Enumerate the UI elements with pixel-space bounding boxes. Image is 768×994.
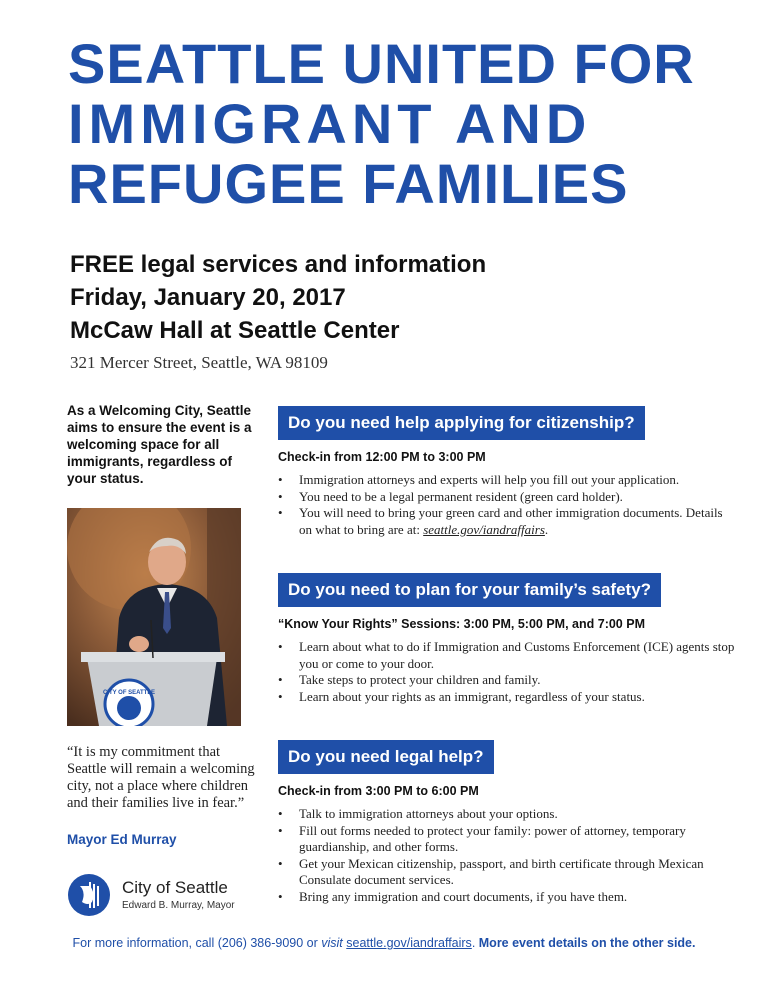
mayor-photo-image: [67, 508, 241, 726]
section-heading: Do you need help applying for citizenship?: [278, 406, 645, 440]
logo-name: City of Seattle: [122, 878, 228, 897]
title-line-1: SEATTLE UNITED FOR: [68, 32, 695, 95]
website-link[interactable]: seattle.gov/iandraffairs: [423, 521, 545, 537]
list-item-text: You will need to bring your green card and other immigration documents. Details on what to bring are at:: [299, 505, 723, 537]
event-date: Friday, January 20, 2017: [70, 284, 346, 311]
section-subhead: Check-in from 3:00 PM to 6:00 PM: [278, 784, 479, 798]
event-info: [70, 248, 486, 375]
list-item: • Learn about what to do if Immigration and Customs Enforcement (ICE) agents stop you or come to your door.: [278, 639, 738, 672]
list-item: • Learn about your rights as an immigrant, regardless of your status.: [278, 689, 738, 706]
section-legal-help: [278, 740, 738, 905]
mayor-quote: “It is my commitment that Seattle will remain a welcoming city, not a place where children and their families live in fear.”: [67, 744, 255, 811]
section-family-safety: [278, 573, 738, 705]
list-item: • Immigration attorneys and experts will help you fill out your application.: [278, 472, 738, 489]
footer-text: For more information, call (206) 386-9090 or: [72, 936, 322, 950]
footer-visit: visit: [321, 936, 343, 950]
mayor-name: Mayor Ed Murray: [67, 832, 177, 847]
logo-subtitle: Edward B. Murray, Mayor: [122, 900, 235, 911]
link-suffix: .: [544, 521, 549, 537]
event-address: 321 Mercer Street, Seattle, WA 98109: [70, 353, 328, 372]
event-services: FREE legal services and information: [70, 251, 487, 278]
city-logo: [66, 872, 246, 918]
list-item: • Take steps to protect your children and family.: [278, 672, 738, 689]
list-item: • Fill out forms needed to protect your family: power of attorney, temporary guardianship, and other forms.: [278, 823, 738, 856]
title-line-2: IMMIGRANT AND: [68, 92, 592, 155]
section-subhead: Check-in from 12:00 PM to 3:00 PM: [278, 450, 486, 464]
section-subhead: “Know Your Rights” Sessions: 3:00 PM, 5:00 PM, and 7:00 PM: [278, 617, 645, 631]
list-item: • Talk to immigration attorneys about your options.: [278, 806, 738, 823]
section-citizenship: [278, 406, 738, 538]
bullet-list: [278, 639, 738, 705]
list-item: • Bring any immigration and court documents, if you have them.: [278, 889, 738, 906]
footer: [0, 936, 768, 950]
welcome-statement: [67, 402, 257, 487]
list-item: • Get your Mexican citizenship, passport, and birth certificate through Mexican Consulate document services.: [278, 856, 738, 889]
section-heading: Do you need legal help?: [278, 740, 494, 774]
podium-seal-text: CITY OF SEATTLE: [102, 690, 156, 696]
page-title: [68, 34, 728, 214]
event-venue: McCaw Hall at Seattle Center: [70, 317, 400, 344]
list-item: [278, 505, 738, 538]
bullet-list: [278, 472, 738, 538]
city-of-seattle-logo-icon: [66, 872, 112, 918]
list-item: • You need to be a legal permanent resident (green card holder).: [278, 489, 738, 506]
bullet-list: [278, 806, 738, 905]
footer-separator: .: [471, 936, 479, 950]
welcome-text: As a Welcoming City, Seattle aims to ensure the event is a welcoming space for all immigrants, regardless of your status.: [67, 403, 252, 486]
title-line-3: REFUGEE FAMILIES: [68, 152, 629, 215]
footer-bold-text: More event details on the other side.: [478, 936, 696, 950]
section-heading: Do you need to plan for your family’s safety?: [278, 573, 661, 607]
footer-link[interactable]: seattle.gov/iandraffairs: [346, 936, 472, 950]
mayor-photo: [67, 508, 241, 726]
